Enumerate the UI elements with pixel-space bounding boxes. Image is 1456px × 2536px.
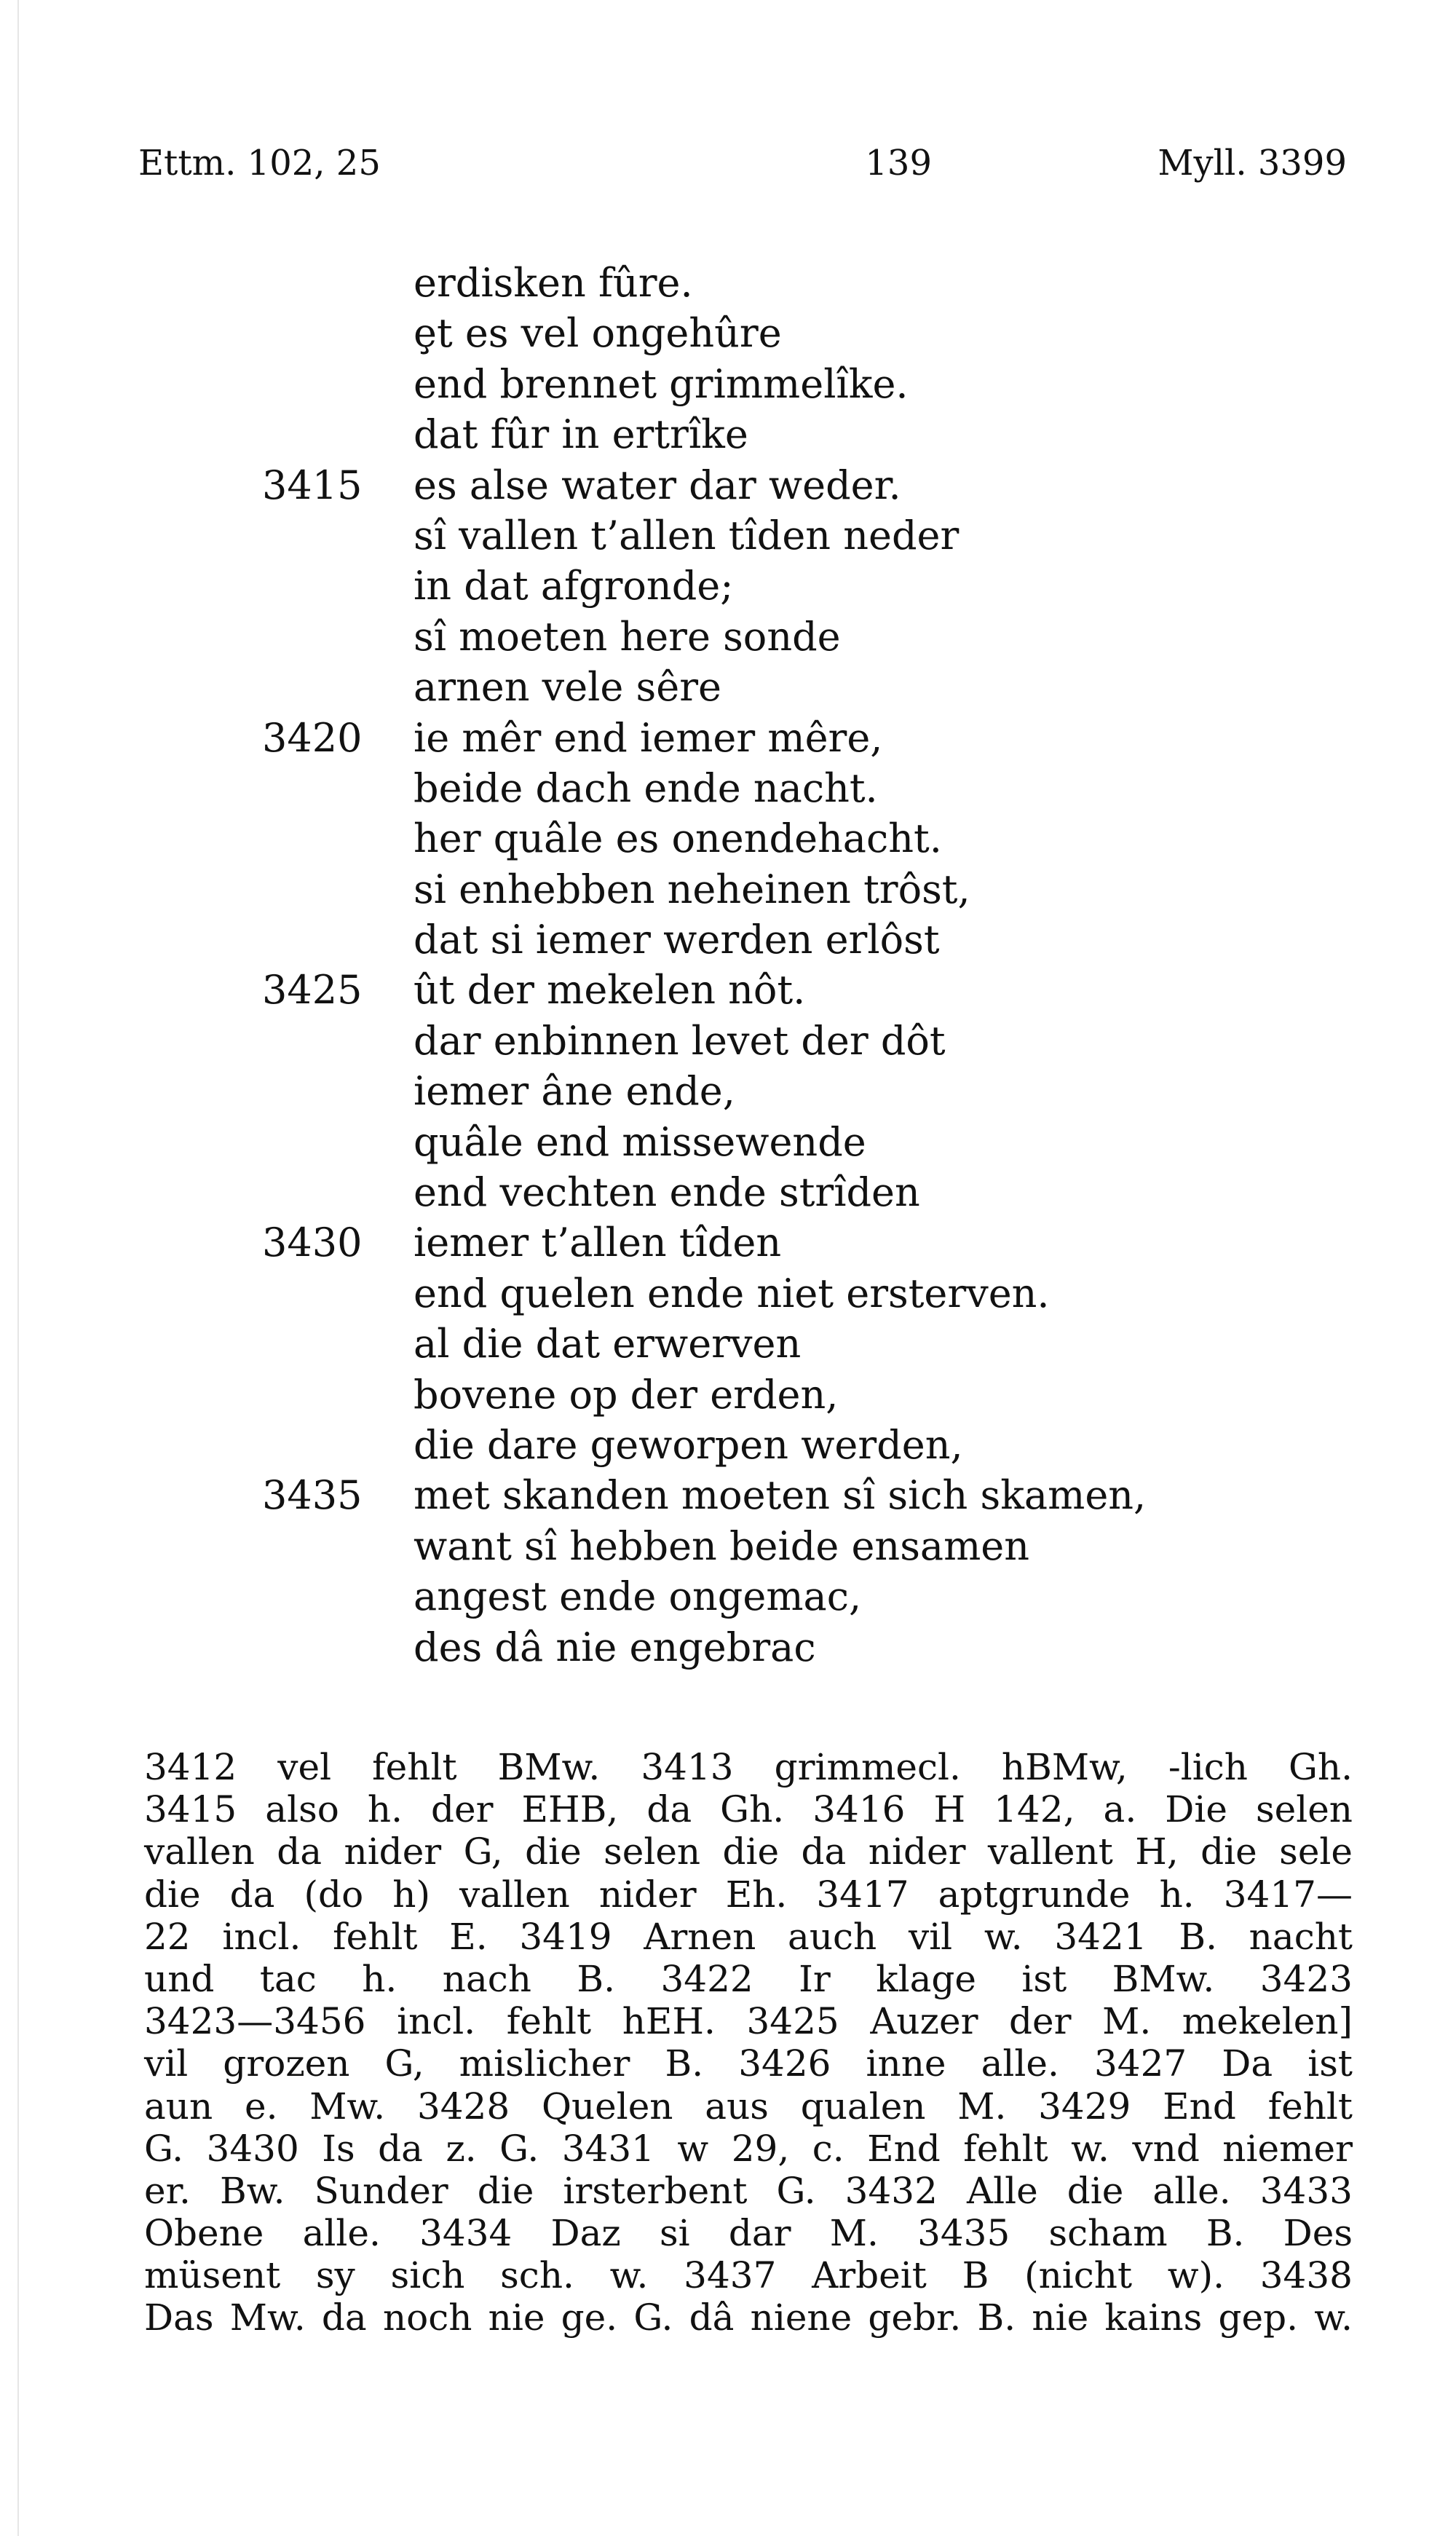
verse-text: ie mêr end iemer mêre, xyxy=(414,714,883,761)
apparatus-line: und tac h. nach B. 3422 Ir klage ist BMw. 3423 xyxy=(144,1957,1353,2000)
apparatus-line: 3412 vel fehlt BMw. 3413 grimmecl. hBMw, -lich Gh. xyxy=(144,1746,1353,1788)
verse-line xyxy=(0,359,1456,409)
verse-number: 3435 xyxy=(262,1472,363,1519)
verse-line xyxy=(0,1167,1456,1217)
verse-line xyxy=(0,763,1456,813)
verse-text: al die dat erwerven xyxy=(414,1321,802,1367)
verse-line xyxy=(0,813,1456,864)
verse-text: es alse water dar weder. xyxy=(414,462,901,508)
verse-text: her quâle es onendehacht. xyxy=(414,815,942,862)
apparatus-line: 3423—3456 incl. fehlt hEH. 3425 Auzer der M. mekelen] xyxy=(144,2000,1353,2043)
verse-text: in dat afgronde; xyxy=(414,563,734,609)
verse-number: 3420 xyxy=(262,714,363,761)
verse-line xyxy=(0,1016,1456,1066)
apparatus-line: vallen da nider G, die selen die da nider vallent H, die sele xyxy=(144,1830,1353,1873)
verse-text: end brennet grimmelîke. xyxy=(414,360,909,407)
verse-number: 3415 xyxy=(262,462,363,508)
verse-text: si enhebben neheinen trôst, xyxy=(414,866,970,912)
verse-text: end vechten ende strîden xyxy=(414,1169,920,1216)
verse-block xyxy=(0,258,1456,1672)
verse-text: quâle end missewende xyxy=(414,1118,866,1165)
page-number: 139 xyxy=(865,143,932,183)
verse-text: sî vallen t’allen tîden neder xyxy=(414,512,960,558)
verse-text: met skanden moeten sî sich skamen, xyxy=(414,1472,1147,1519)
verse-line xyxy=(0,561,1456,611)
verse-text: iemer âne ende, xyxy=(414,1068,735,1115)
critical-apparatus xyxy=(144,1746,1353,2339)
apparatus-line: Obene alle. 3434 Daz si dar M. 3435 scham B. Des xyxy=(144,2212,1353,2255)
apparatus-line: 22 incl. fehlt E. 3419 Arnen auch vil w. 3421 B. nacht xyxy=(144,1915,1353,1958)
verse-line xyxy=(0,510,1456,561)
verse-line xyxy=(0,662,1456,712)
apparatus-line: Das Mw. da noch nie ge. G. dâ niene gebr. B. nie kains gep. w. xyxy=(144,2296,1353,2339)
verse-text: beide dach ende nacht. xyxy=(414,765,878,811)
verse-line xyxy=(0,1420,1456,1470)
verse-text: dat fûr in ertrîke xyxy=(414,411,748,458)
verse-line xyxy=(0,1117,1456,1167)
apparatus-line: aun e. Mw. 3428 Quelen aus qualen M. 3429 End fehlt xyxy=(144,2085,1353,2128)
verse-number: 3430 xyxy=(262,1220,363,1266)
apparatus-line: er. Bw. Sunder die irsterbent G. 3432 Alle die alle. 3433 xyxy=(144,2169,1353,2212)
verse-line xyxy=(0,713,1456,763)
verse-text: want sî hebben beide ensamen xyxy=(414,1522,1030,1569)
verse-text: arnen vele sêre xyxy=(414,664,721,711)
verse-text: end quelen ende niet ersterven. xyxy=(414,1270,1050,1316)
verse-line xyxy=(0,965,1456,1015)
verse-text: dar enbinnen levet der dôt xyxy=(414,1017,946,1064)
verse-line xyxy=(0,864,1456,915)
running-header xyxy=(138,143,1347,201)
header-left-reference: Ettm. 102, 25 xyxy=(138,143,381,183)
verse-text: die dare geworpen werden, xyxy=(414,1421,963,1468)
verse-text: ȩt es vel ongehûre xyxy=(414,310,782,357)
verse-line xyxy=(0,1470,1456,1520)
apparatus-line: die da (do h) vallen nider Eh. 3417 aptgrunde h. 3417— xyxy=(144,1873,1353,1916)
apparatus-line: müsent sy sich sch. w. 3437 Arbeit B (nicht w). 3438 xyxy=(144,2254,1353,2297)
verse-number: 3425 xyxy=(262,967,363,1014)
apparatus-line: vil grozen G, mislicher B. 3426 inne alle. 3427 Da ist xyxy=(144,2042,1353,2085)
verse-line xyxy=(0,308,1456,358)
verse-line xyxy=(0,460,1456,510)
header-right-reference: Myll. 3399 xyxy=(1158,143,1347,183)
verse-line xyxy=(0,1319,1456,1369)
verse-line xyxy=(0,409,1456,459)
verse-text: dat si iemer werden erlôst xyxy=(414,917,940,963)
verse-line xyxy=(0,1268,1456,1319)
verse-line xyxy=(0,1066,1456,1116)
verse-line xyxy=(0,1622,1456,1672)
verse-text: bovene op der erden, xyxy=(414,1371,839,1418)
verse-text: sî moeten here sonde xyxy=(414,613,841,660)
verse-line xyxy=(0,1370,1456,1420)
verse-text: angest ende ongemac, xyxy=(414,1573,862,1620)
verse-text: ût der mekelen nôt. xyxy=(414,967,806,1014)
verse-line xyxy=(0,1217,1456,1268)
verse-text: erdisken fûre. xyxy=(414,260,693,306)
apparatus-line: G. 3430 Is da z. G. 3431 w 29, c. End fehlt w. vnd niemer xyxy=(144,2127,1353,2170)
verse-line xyxy=(0,258,1456,308)
verse-line xyxy=(0,1521,1456,1571)
apparatus-line: 3415 also h. der EHB, da Gh. 3416 H 142, a. Die selen xyxy=(144,1788,1353,1831)
verse-text: iemer t’allen tîden xyxy=(414,1220,782,1266)
verse-text: des dâ nie engebrac xyxy=(414,1624,816,1670)
verse-line xyxy=(0,612,1456,662)
verse-line xyxy=(0,915,1456,965)
verse-line xyxy=(0,1571,1456,1621)
